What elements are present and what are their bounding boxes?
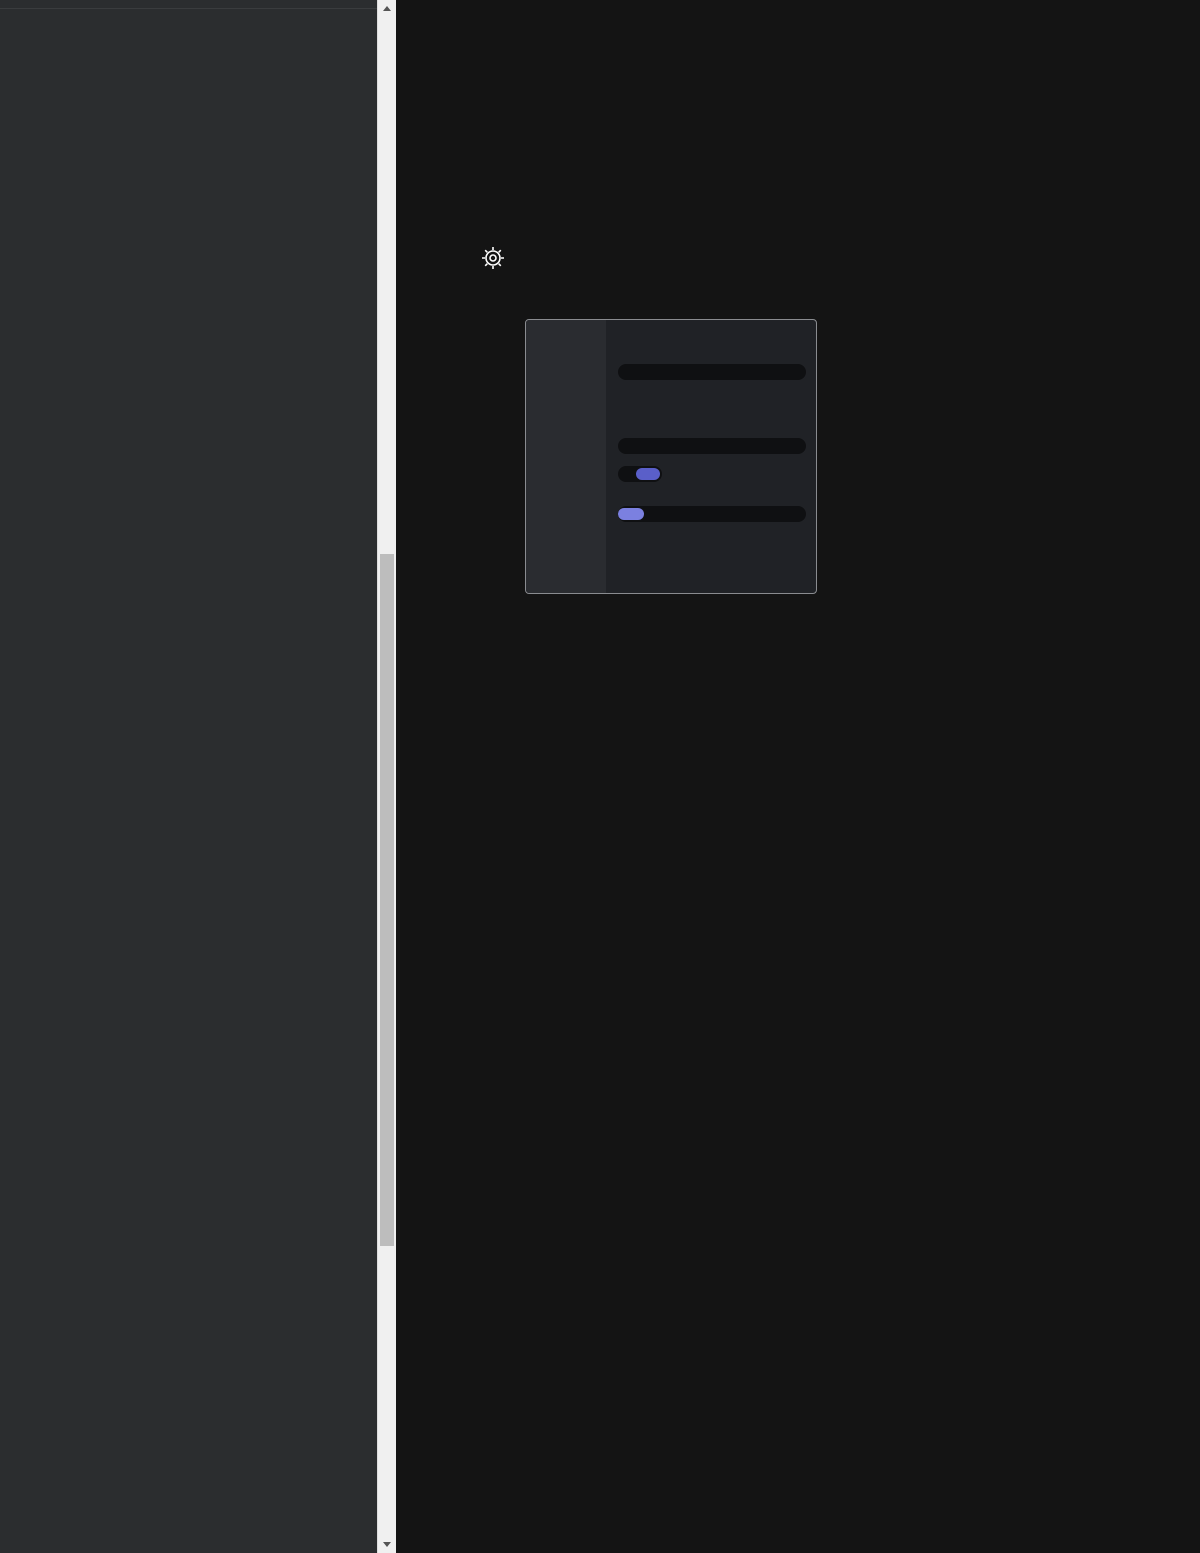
scroll-up-arrow-icon[interactable] xyxy=(378,0,396,17)
sidebar-nav xyxy=(0,0,377,1553)
scrollbar[interactable] xyxy=(377,0,396,1553)
scrollbar-thumb[interactable] xyxy=(380,554,394,1246)
scroll-down-arrow-icon[interactable] xyxy=(378,1536,396,1553)
screenshot-ambient-toggle xyxy=(618,466,662,482)
sidebar-top-divider xyxy=(0,0,377,9)
screenshot-menu xyxy=(526,320,606,593)
settings-screenshot xyxy=(525,319,817,594)
screenshot-interior-selector xyxy=(618,438,806,454)
screenshot-ambient-knob xyxy=(636,468,660,480)
screenshot-exterior-selector xyxy=(618,364,806,380)
intro-paragraph xyxy=(479,244,1139,279)
settings-gear-icon xyxy=(481,246,505,279)
screenshot-brightness-slider xyxy=(618,506,806,522)
screenshot-brightness-thumb xyxy=(618,508,644,520)
